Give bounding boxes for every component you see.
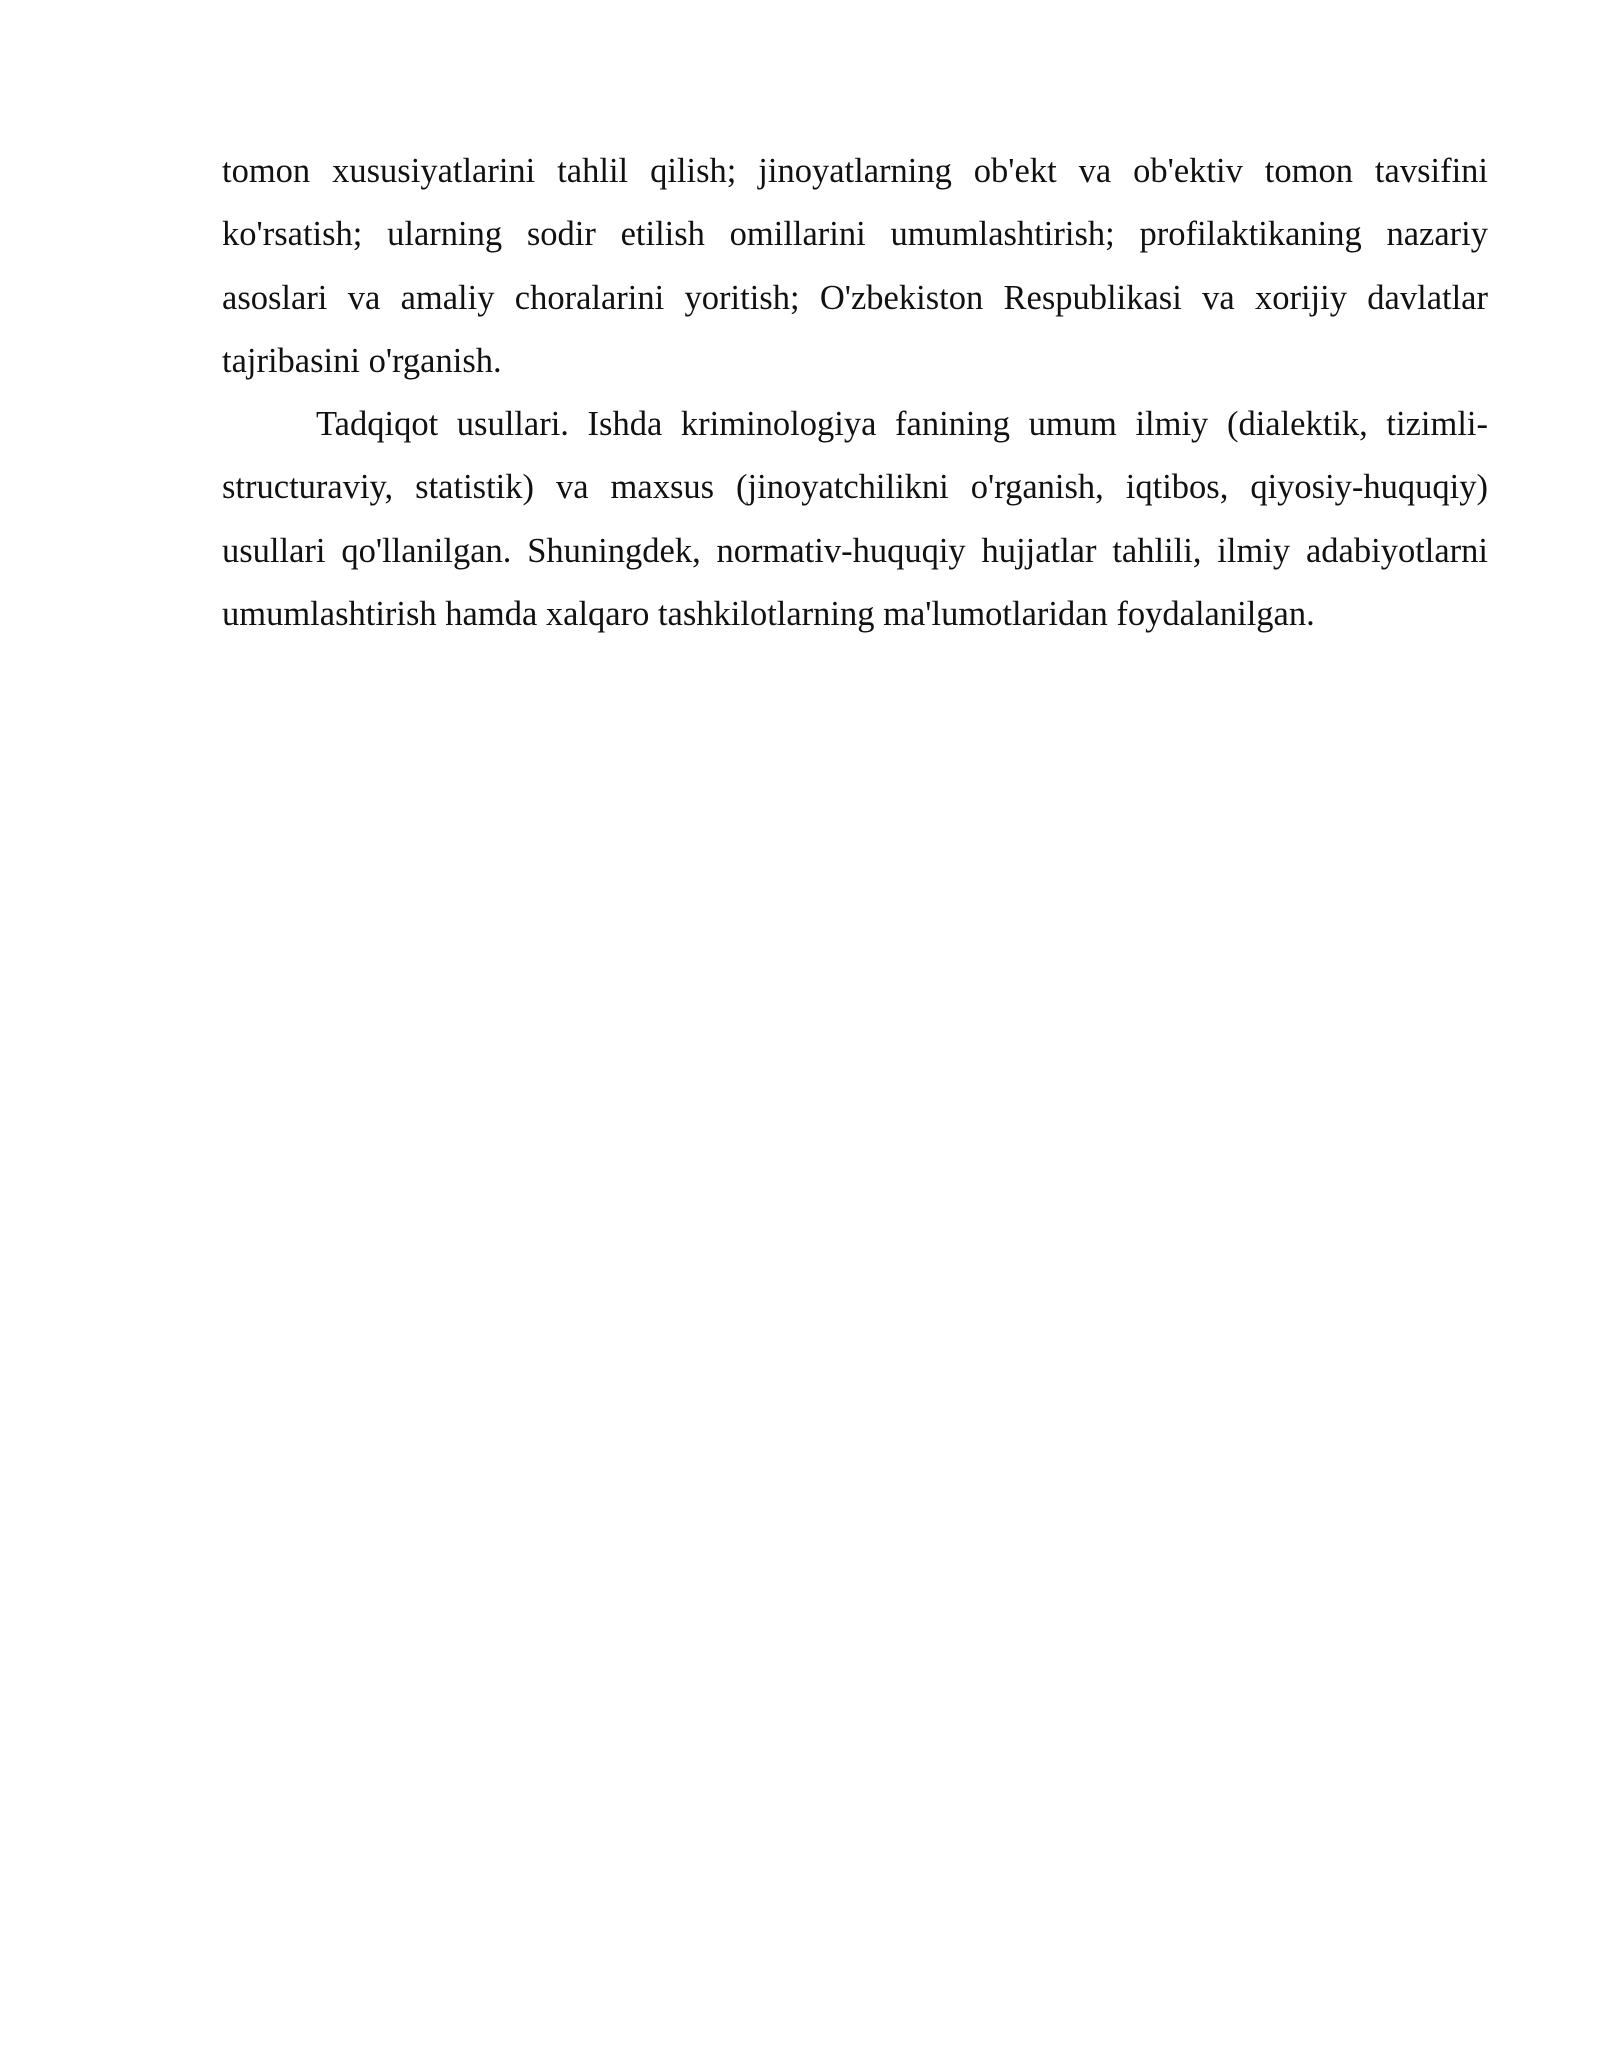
paragraph-research-methods: Tadqiqot usullari. Ishda kriminologiya fanining umum ilmiy (dialektik, tizimli-structuraviy, statistik) va maxsus (jinoyatchilikni o'rganish, iqtibos, qiyosiy-huquqiy) usullari qo'llanilgan. Shuningdek, normativ-huquqiy hujjatlar tahlili, ilmiy adabiyotlarni umumlashtirish hamda xalqaro tashkilotlarning ma'lumotlaridan foydalanilgan. [222,405,1488,634]
paragraph-continued: tomon xususiyatlarini tahlil qilish; jinoyatlarning ob'ekt va ob'ektiv tomon tavsifini ko'rsatish; ularning sodir etilish omillarini umumlashtirish; profilaktikaning nazariy asoslari va amaliy choralarini yoritish; O'zbekiston Respublikasi va xorijiy davlatlar tajribasini o'rganish. [222,152,1488,380]
document-body [222,140,1488,646]
